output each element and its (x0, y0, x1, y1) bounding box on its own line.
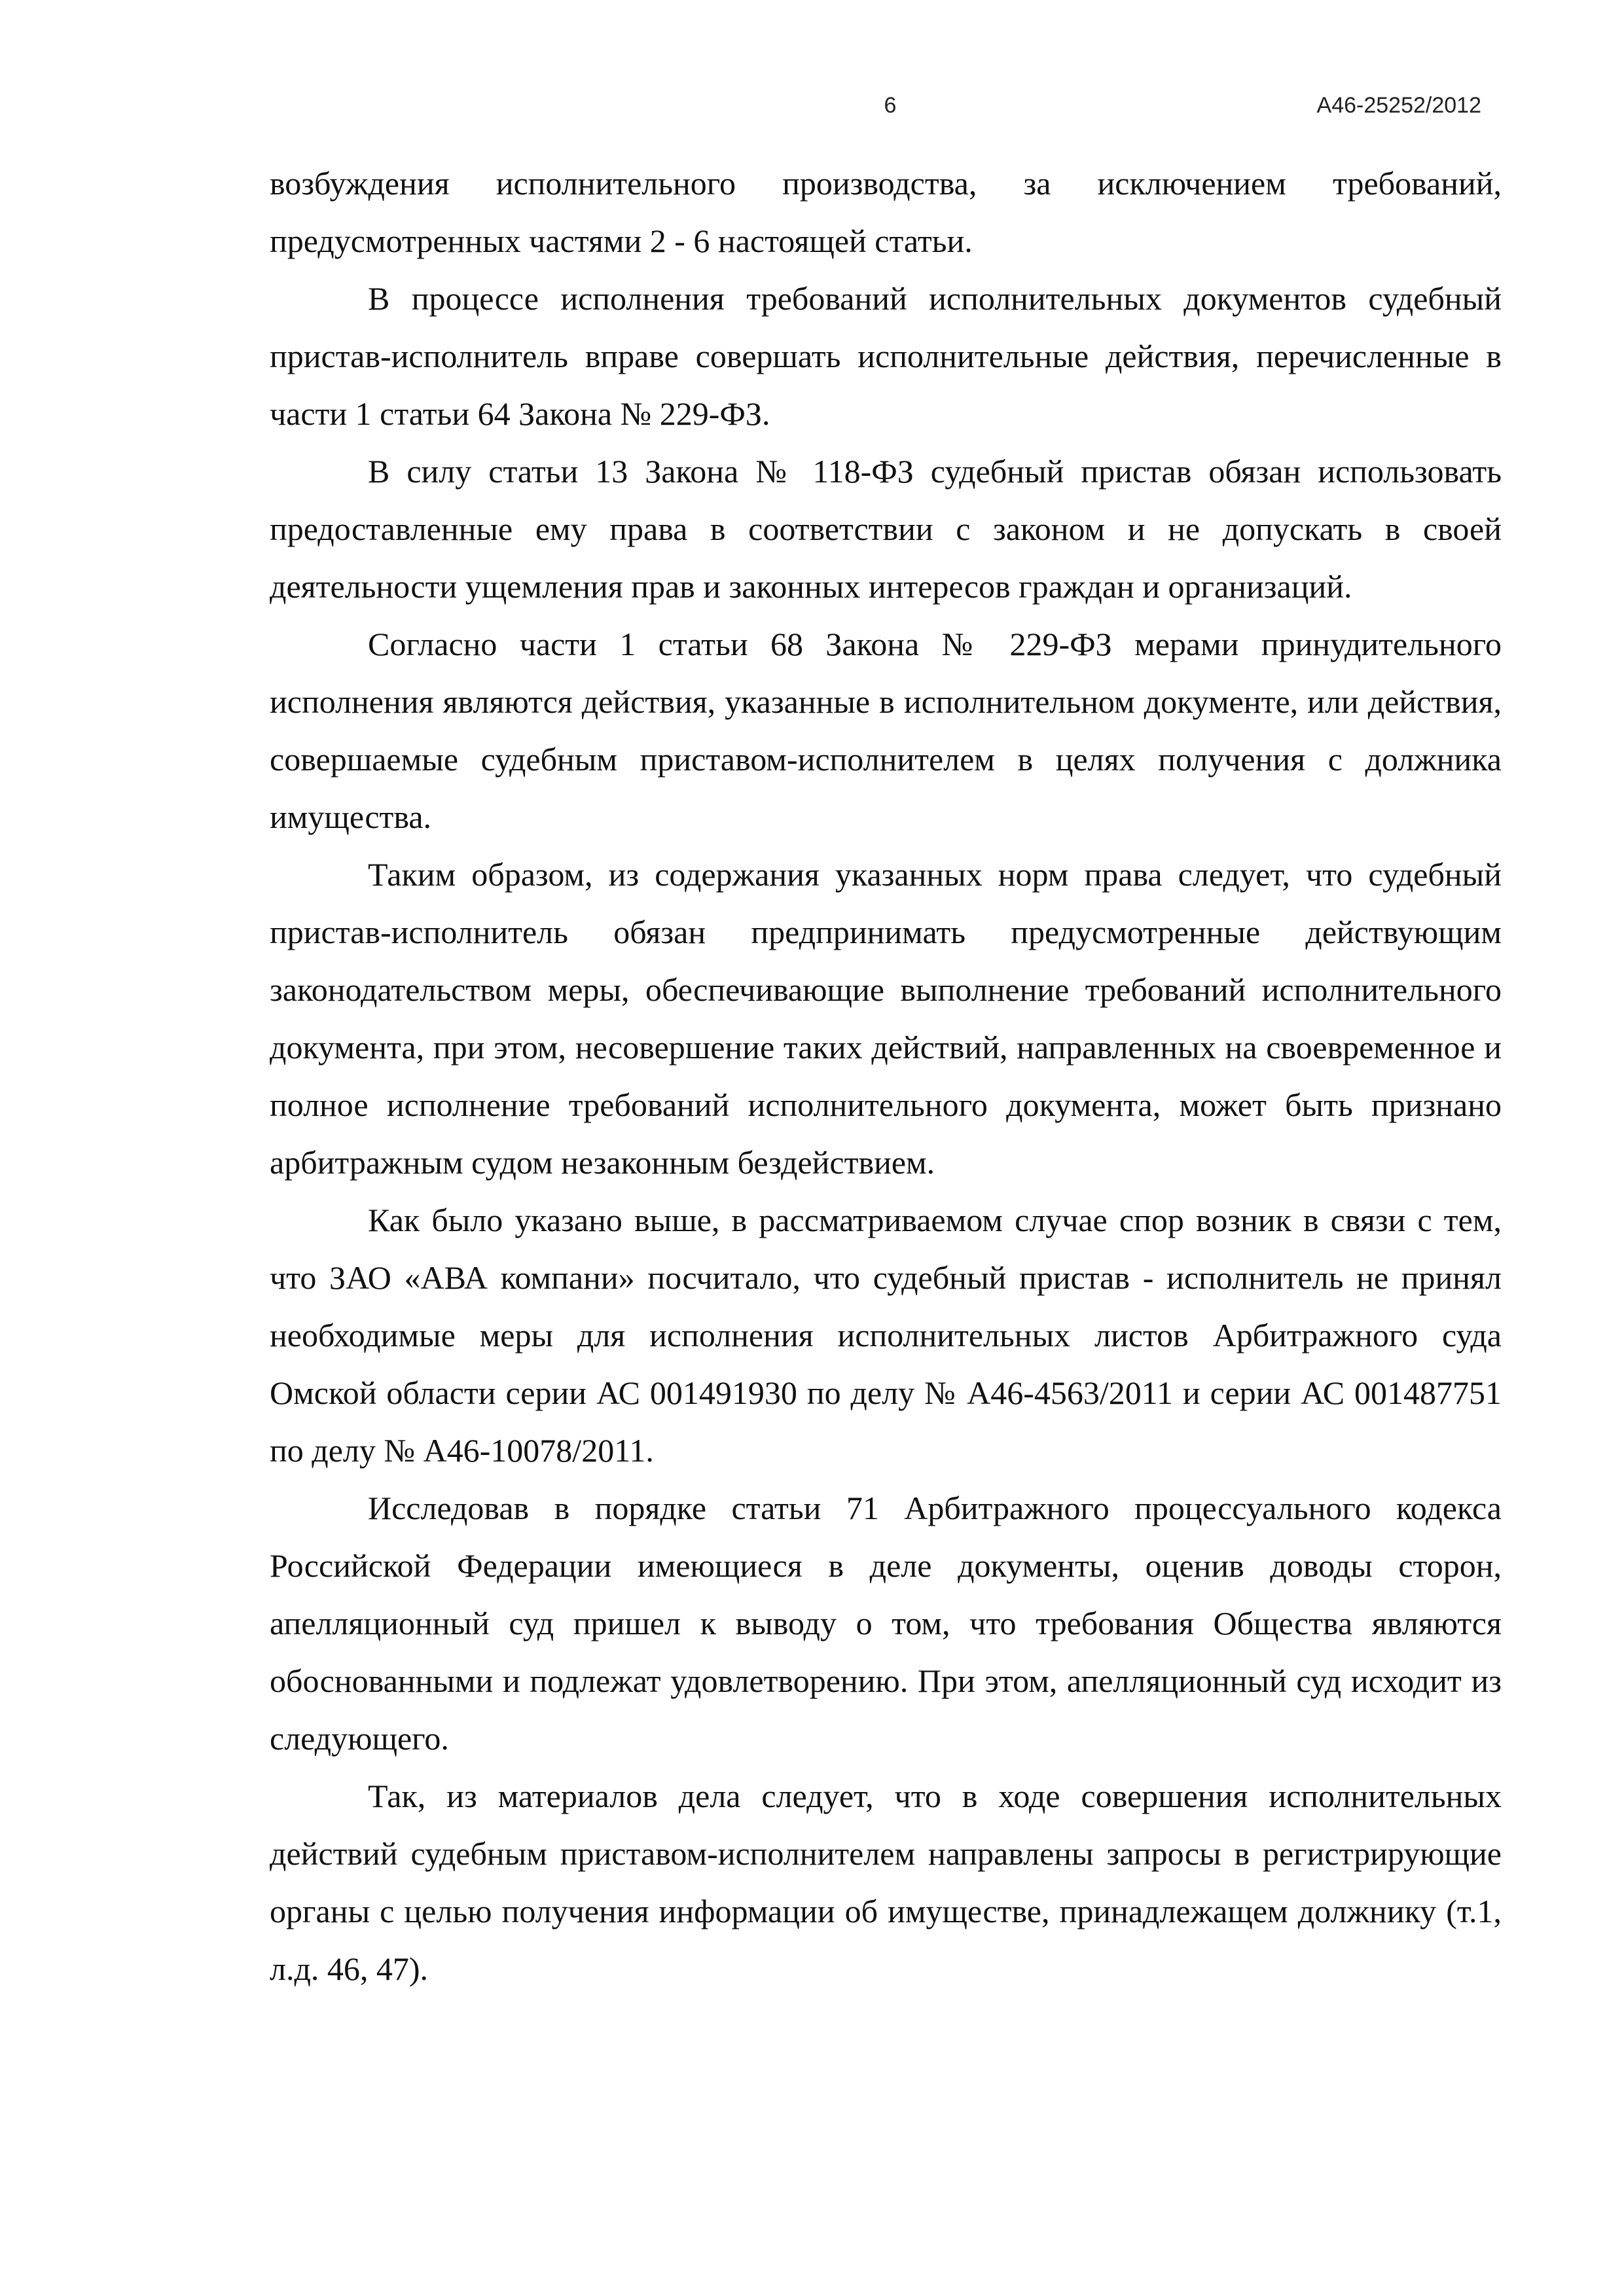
paragraph: Таким образом, из содержания указанных норм права следует, что судебный пристав-исполнитель обязан предпринимать предусмотренные действующим законодательством меры, обеспечивающие выполнение требований исполнительного документа, при этом, несовершение таких действий, направленных на своевременное и полное исполнение требований исполнительного документа, может быть признано арбитражным судом незаконным бездействием. (270, 856, 1502, 1181)
paragraph: Так, из материалов дела следует, что в ходе совершения исполнительных действий судебным приставом-исполнителем направлены запросы в регистрирующие органы с целью получения информации об имуществе, принадлежащем должнику (т.1, л.д. 46, 47). (270, 1778, 1502, 1987)
paragraph: возбуждения исполнительного производства, за исключением требований, предусмотренных частями 2 - 6 настоящей статьи. (270, 165, 1502, 259)
page-number: 6 (884, 93, 897, 118)
document-body (270, 154, 1502, 1998)
paragraph: Согласно части 1 статьи 68 Закона № 229-ФЗ мерами принудительного исполнения являются действия, указанные в исполнительном документе, или действия, совершаемые судебным приставом-исполнителем в целях получения с должника имущества. (270, 626, 1502, 835)
paragraph: Исследовав в порядке статьи 71 Арбитражного процессуального кодекса Российской Федерации имеющиеся в деле документы, оценив доводы сторон, апелляционный суд пришел к выводу о том, что требования Общества являются обоснованными и подлежат удовлетворению. При этом, апелляционный суд исходит из следующего. (270, 1490, 1502, 1757)
case-number: А46-25252/2012 (1316, 93, 1481, 118)
paragraph: Как было указано выше, в рассматриваемом случае спор возник в связи с тем, что ЗАО «АВА компани» посчитало, что судебный пристав - исполнитель не принял необходимые меры для исполнения исполнительных листов Арбитражного суда Омской области серии АС 001491930 по делу № А46-4563/2011 и серии АС 001487751 по делу № А46-10078/2011. (270, 1202, 1502, 1469)
paragraph: В процессе исполнения требований исполнительных документов судебный пристав-исполнитель вправе совершать исполнительные действия, перечисленные в части 1 статьи 64 Закона № 229-ФЗ. (270, 280, 1502, 432)
paragraph: В силу статьи 13 Закона № 118-ФЗ судебный пристав обязан использовать предоставленные ему права в соответствии с законом и не допускать в своей деятельности ущемления прав и законных интересов граждан и организаций. (270, 453, 1502, 605)
